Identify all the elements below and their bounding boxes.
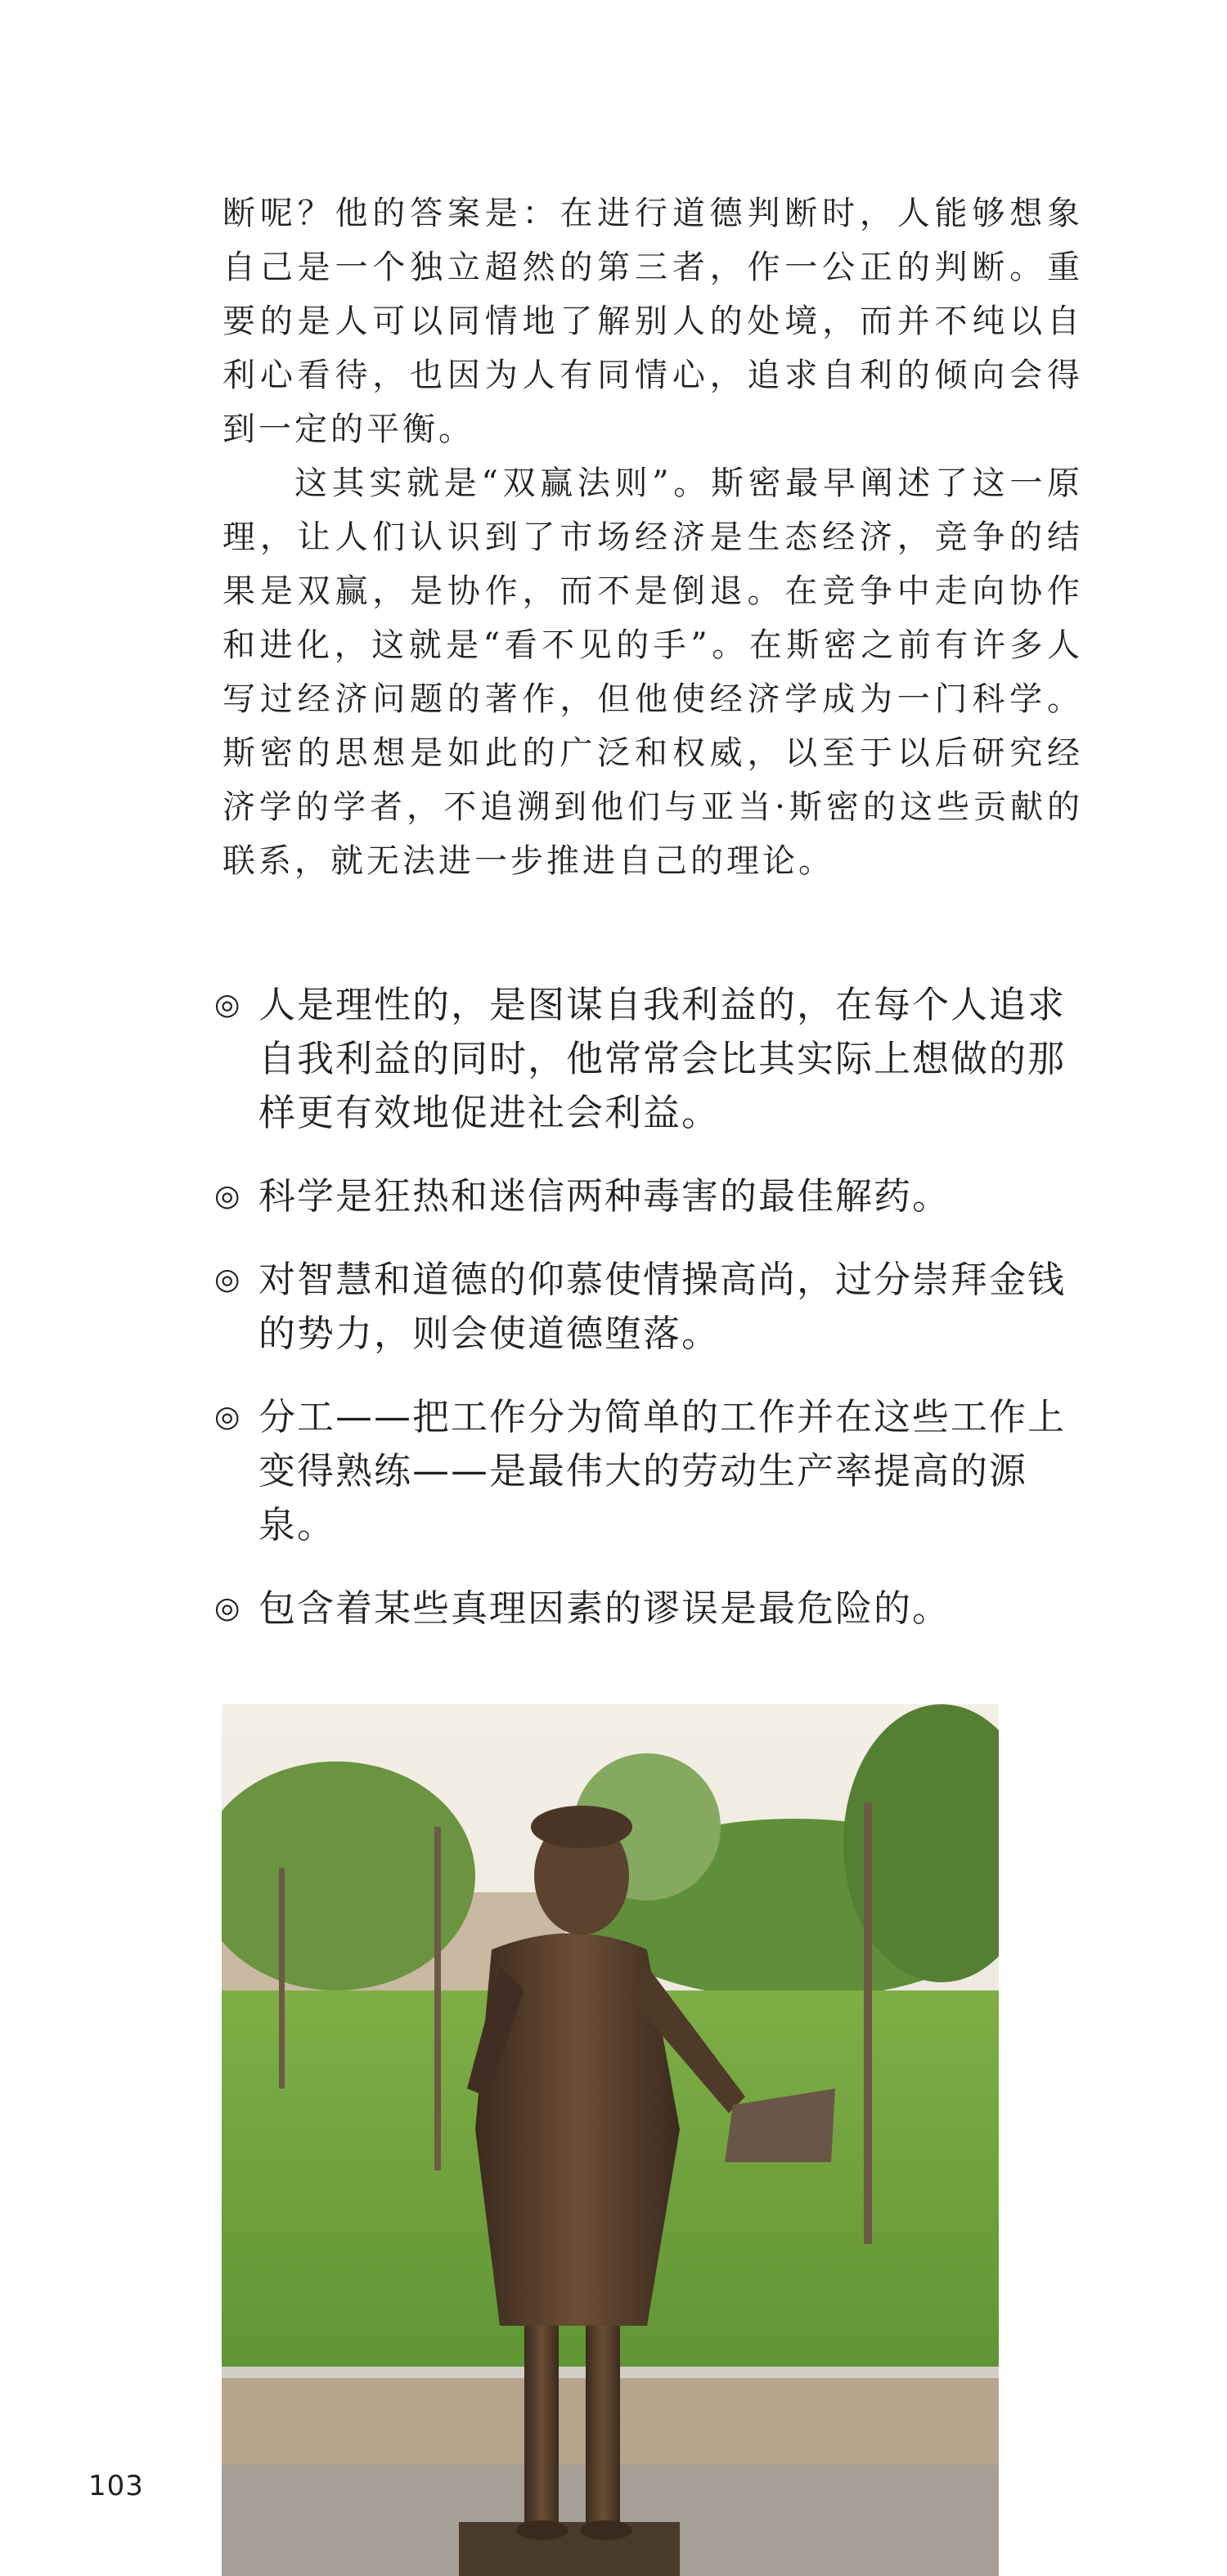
quote-bullet-icon: ◎ xyxy=(214,1179,242,1213)
quote-text: 分工——把工作分为简单的工作并在这些工作上变得熟练——是最伟大的劳动生产率提高的源泉。 xyxy=(258,1395,1067,1546)
body-text xyxy=(222,186,1083,888)
quotes-list xyxy=(214,978,1090,1665)
quote-bullet-icon: ◎ xyxy=(214,1591,242,1625)
statue-photo xyxy=(222,1704,999,2576)
quote-item xyxy=(214,1582,1090,1636)
quote-bullet-icon: ◎ xyxy=(214,988,242,1021)
quote-item xyxy=(214,978,1090,1140)
page-number: 103 xyxy=(88,2470,144,2502)
paragraph-2: 这其实就是“双赢法则”。斯密最早阐述了这一原理，让人们认识到了市场经济是生态经济，竞争的结果是双赢，是协作，而不是倒退。在竞争中走向协作和进化，这就是“看不见的手”。在斯密之前有许多人写过经济问题的著作，但他使经济学成为一门科学。斯密的思想是如此的广泛和权威，以至于以后研究经济学的学者，不追溯到他们与亚当·斯密的这些贡献的联系，就无法进一步推进自己的理论。 xyxy=(222,464,1083,880)
quote-text: 包含着某些真理因素的谬误是最危险的。 xyxy=(258,1586,951,1630)
quote-item xyxy=(214,1169,1090,1223)
quote-bullet-icon: ◎ xyxy=(214,1263,242,1296)
quote-item xyxy=(214,1253,1090,1361)
quote-text: 科学是狂热和迷信两种毒害的最佳解药。 xyxy=(258,1174,951,1218)
quote-text: 人是理性的，是图谋自我利益的，在每个人追求自我利益的同时，他常常会比其实际上想做的那样更有效地促进社会利益。 xyxy=(258,983,1067,1134)
paragraph-1: 断呢？他的答案是：在进行道德判断时，人能够想象自己是一个独立超然的第三者，作一公正的判断。重要的是人可以同情地了解别人的处境，而并不纯以自利心看待，也因为人有同情心，追求自利的倾向会得到一定的平衡。 xyxy=(222,195,1083,448)
quote-item xyxy=(214,1390,1090,1552)
quote-text: 对智慧和道德的仰慕使情操高尚，过分崇拜金钱的势力，则会使道德堕落。 xyxy=(258,1258,1067,1355)
quote-bullet-icon: ◎ xyxy=(214,1400,242,1434)
